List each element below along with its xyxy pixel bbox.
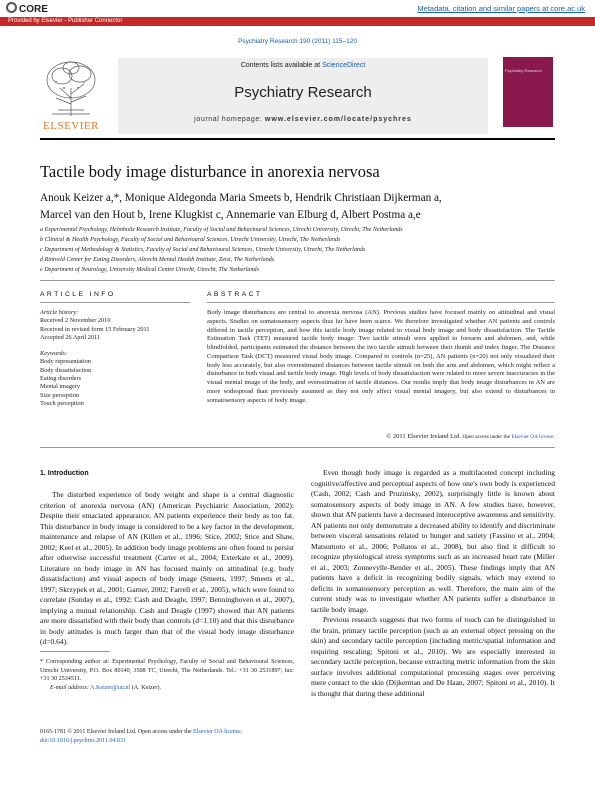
affiliation-item: e Department of Neurology, University Medical Centre Utrecht, Utrecht, The Netherlands <box>40 267 259 273</box>
journal-title: Psychiatry Research <box>234 84 372 101</box>
authors-line: Anouk Keizer a,*, Monique Aldegonda Maria Smeets b, Hendrik Christiaan Dijkerman a, <box>40 192 442 204</box>
issn-line: 0165-1781 © 2011 Elsevier Ireland Ltd. Open access under the Elsevier OA license. doi:10.1016/j.psychres.2011.04.031 <box>40 728 340 745</box>
keyword-item: Touch perception <box>40 399 84 407</box>
history-item: Received in revised form 15 February 2011 <box>40 325 150 333</box>
keyword-item: Size perception <box>40 391 79 399</box>
abstract-heading: ABSTRACT <box>207 291 263 298</box>
journal-homepage: journal homepage: www.elsevier.com/locate/psychres <box>194 116 412 123</box>
doi-link[interactable]: doi:10.1016/j.psychres.2011.04.031 <box>40 737 126 744</box>
affiliations <box>40 225 555 275</box>
history-item: Accepted 26 April 2011 <box>40 333 101 341</box>
keyword-item: Eating disorders <box>40 375 82 383</box>
affiliation-item: c Department of Methodology & Statistics, Faculty of Social and Behavioural Sciences, Utrecht University, Utrecht, The Netherlands <box>40 247 366 253</box>
body-column-right <box>311 468 555 699</box>
abstract-text: Body image disturbances are central to anorexia nervosa (AN). Previous studies have focused mainly on attitudinal and visual aspects. Studies on somatosensory aspects thus far have been scarce. We therefore investigated whether AN patients and controls differed in tactile perception, and how this tactile body image related to visual body image and body dissatisfaction. The Tactile Estimation Task (TET) measured tactile body image: Two tactile stimuli were applied to forearm and abdomen, and, while blindfolded, participants estimated the distance between the two tactile stimuli between their thumb and index finger. The Distance Comparison Task (DCT) measured visual body image. Compared to controls (n=25), AN patients (n=20) not only visualized their body less accurately, but also overestimated distances between tactile stimuli on both the arm and abdomen, which might reflect a disturbance in both visual and tactile body image. High levels of body dissatisfaction were related to more severe inaccuracies in the visual mental image of the body, and overestimation of tactile distances. Our results imply that body image disturbances in AN are more widespread than previously assumed as they not only affect visual mental imagery, but also extend to disturbances in somatosensory aspects of body image. <box>207 309 555 404</box>
header-rule <box>40 138 555 140</box>
affiliation-item: d Rintveld Center for Eating Disorders, Altrecht Mental Health Institute, Zeist, The Netherlands <box>40 257 275 263</box>
keyword-item: Mental imagery <box>40 383 81 391</box>
divider <box>207 302 555 303</box>
divider <box>40 447 555 448</box>
body-paragraph: Previous research suggests that two forms of touch can be distinguished in the brain, primary tactile perception (such as an external object pressing on the skin) and secondary tactile perception (including metric/spatial information and requiring rescaling; Spitoni et al., 2010). We are especially interested in secondary tactile perception, because extracting metric information from the skin surface involves additional computational processing stages over perceiving mere contact to the skin (Dijkerman and De Haan, 2007; Spitoni et al., 2010). It is thought that during these additional <box>311 615 555 698</box>
article-title: Tactile body image disturbance in anorexia nervosa <box>40 162 380 181</box>
divider <box>40 280 555 281</box>
email-link[interactable]: A.Keizer@uu.nl <box>90 684 131 691</box>
corresponding-author-footnote <box>40 658 294 692</box>
affiliation-item: a Experimental Psychology, Helmholtz Research Institute, Faculty of Social and Behavioural Sciences, Utrecht University, Utrecht, The Netherlands <box>40 227 403 233</box>
oa-license-link[interactable]: Elsevier OA license. <box>193 729 243 735</box>
journal-homepage-url[interactable]: www.elsevier.com/locate/psychres <box>264 116 412 123</box>
section-heading: 1. Introduction <box>40 470 89 477</box>
contents-line: Contents lists available at ScienceDirect <box>240 62 366 69</box>
core-metadata-link[interactable]: Metadata, citation and similar papers at core.ac.uk <box>417 4 585 13</box>
keyword-item: Body representation <box>40 358 91 366</box>
journal-cover-title: Psychiatry Research <box>505 68 542 73</box>
body-paragraph: The disturbed experience of body weight and shape is a central diagnostic criterion of anorexia nervosa (AN) (American Psychiatric Association, 2002): Despite their emaciated appearance, AN patients experience their body as too fat. This disturbance in body image is considered to be a key factor in the development, maintenance and relapse of AN (Killen et al., 1996; Stice, 2002; Stice and Shaw, 2002; Keel et al., 2005). In addition body image problems are often found to persist after otherwise successful treatment (Carter et al., 2004; Exterkate et al., 2009). Literature on body image in AN has focused mainly on attitudinal (e.g. body dissatisfaction) and visual aspects of body image (Smeets, 1997; Smeets et al., 1997; Skrzypek et al., 2001; Garner, 2002; Farrell et al., 2005), which were found to correlate (Sunday et al., 1992; Cash and Deagle, 1997; Benninghoven et al., 2007), implying a mutual relationship. Cash and Deagle (1997) showed that AN patients are more dissatisfied with their body than controls (d=1.10) and that this disturbance in body attitudes is much larger than that of the visual body image disturbance (d=0.64). <box>40 490 294 646</box>
keywords-label: Keywords: <box>40 350 68 358</box>
footnote-email: E-mail address: A.Keizer@uu.nl (A. Keizer). <box>50 684 162 691</box>
journal-reference[interactable]: Psychiatry Research 190 (2011) 115–120 <box>238 38 357 45</box>
provider-bar <box>0 17 595 26</box>
oa-license-link[interactable]: Elsevier OA license. <box>511 434 555 440</box>
sciencedirect-link[interactable]: ScienceDirect <box>322 62 366 69</box>
keyword-item: Body dissatisfaction <box>40 366 92 374</box>
provider-text[interactable]: Provided by Elsevier - Publisher Connector <box>8 18 123 24</box>
footnote-rule <box>40 651 110 652</box>
copyright-line: © 2011 Elsevier Ireland Ltd. Open access under the Elsevier OA license. <box>386 433 555 440</box>
elsevier-tree-logo <box>40 58 102 120</box>
article-info-heading: ARTICLE INFO <box>40 291 116 298</box>
authors-line: Marcel van den Hout b, Irene Klugkist c, Annemarie van Elburg d, Albert Postma a,e <box>40 209 421 221</box>
publisher-name: ELSEVIER <box>43 120 99 132</box>
affiliation-item: b Clinical & Health Psychology, Faculty of Social and Behavioural Sciences, Utrecht University, Utrecht, The Netherlands <box>40 237 341 243</box>
body-column-left <box>40 490 294 648</box>
core-logo[interactable]: CORE <box>6 2 48 15</box>
core-logo-icon <box>6 2 17 13</box>
article-info <box>40 309 190 408</box>
footnote-text: * Corresponding author at: Experimental Psychology, Faculty of Social and Behavioural Sciences, Utrecht University, P.O. Box 80140, 3508 TC, Utrecht, The Netherlands. Tel.: +31 30 2531897; fax: +31 30 2534511. <box>40 659 294 682</box>
author-list <box>40 190 555 224</box>
body-paragraph: Even though body image is regarded as a multifaceted concept including cognitive/affective and perceptual aspects of how one's own body is experienced (Cash, 2002; Cash and Pruzinsky, 2002), surprisingly little is known about somatosensory aspects of body image in AN. A few studies have, however, shown that AN patients have a decreased interoceptive awareness and sensitivity. AN patients not only demonstrate a decreased ability to identify and discriminate between visceral sensations related to hunger and satiety (Fassino et al., 2004; Matsumoto et al., 2006; Pollatos et al., 2008), but also find it difficult to recognize physiological stress symptoms such as an increased heart rate (Miller et al., 2003; Zonnevylle-Bender et al., 2005). These findings imply that AN patients have a deficit in recognizing bodily signals, which may extend to deficits in somatosensory perception as well. Therefore, the main aim of the current study was to investigate whether AN patients suffer a disturbance in tactile body image. <box>311 468 555 614</box>
history-label: Article history: <box>40 309 79 316</box>
divider <box>40 302 190 303</box>
history-item: Received 2 November 2010 <box>40 317 111 325</box>
